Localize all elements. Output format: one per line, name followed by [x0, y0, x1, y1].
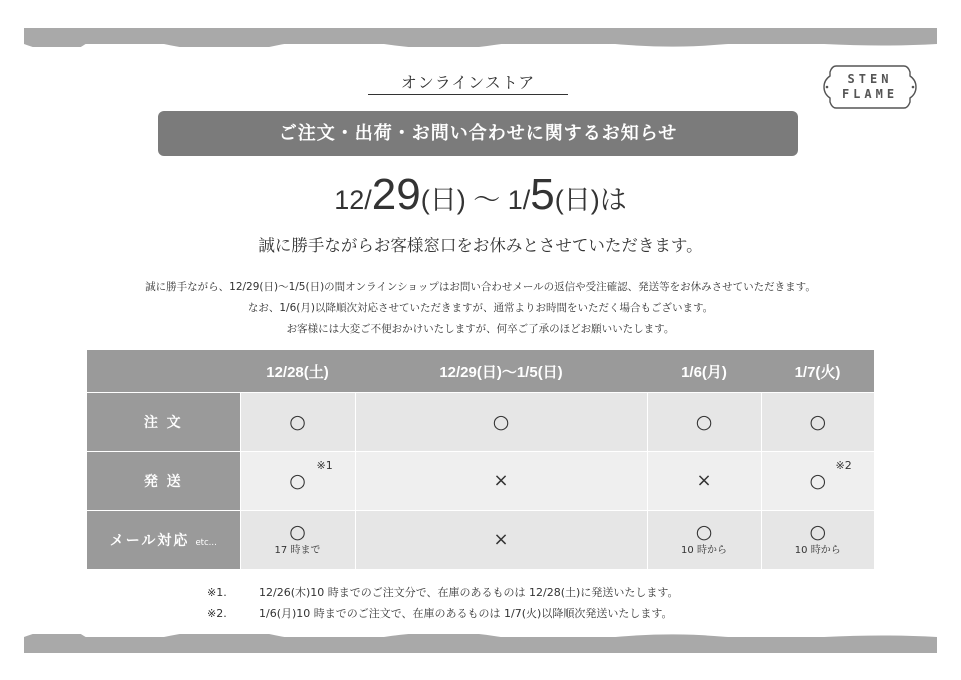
store-title-underline	[368, 94, 568, 95]
row-label-text: メール対応	[109, 532, 190, 549]
table-header-row	[87, 350, 874, 393]
logo-text-line2: FLAME	[841, 87, 899, 101]
closure-subheading: 誠に勝手ながらお客様窓口をお休みとさせていただきます。	[258, 236, 703, 255]
footnote-text: 12/26(木)10 時までのご注文分で、在庫のあるものは 12/28(土)に発送いたします。	[259, 586, 679, 599]
dates-part2: 29	[371, 170, 421, 219]
status-cell	[355, 393, 647, 452]
top-band	[24, 28, 937, 44]
status-cell	[647, 393, 761, 452]
status-mark: ○	[695, 521, 713, 544]
dates-part1: 12/	[334, 185, 372, 215]
footnote-1	[207, 584, 678, 600]
status-cell	[761, 393, 874, 452]
status-mark: ○	[809, 470, 827, 492]
footnote-2	[207, 605, 672, 621]
status-cell	[240, 452, 355, 511]
status-mark: ○	[289, 470, 306, 492]
bottom-band	[24, 637, 937, 653]
notice-line-1: 誠に勝手ながら、12/29(日)～1/5(日)の間オンラインショップはお問い合わせメールの返信や受注確認、発送等をお休みさせていただきます。	[145, 281, 816, 293]
status-note: 10 時から	[681, 545, 727, 557]
top-band-torn-edge	[24, 41, 937, 47]
status-cell	[647, 452, 761, 511]
notice-banner: ご注文・出荷・お問い合わせに関するお知らせ	[158, 111, 798, 156]
dates-part5: (日)は	[554, 185, 627, 215]
row-label	[87, 511, 240, 569]
holiday-dates-headline	[0, 170, 961, 220]
status-mark: ○	[289, 521, 306, 544]
status-cell	[240, 393, 355, 452]
notice-line-3: お客様には大変ご不便おかけいたしますが、何卒ご了承のほどお願いいたします。	[286, 323, 675, 335]
status-mark: ○	[695, 411, 713, 433]
status-mark: ○	[492, 411, 510, 433]
row-label-small: etc...	[195, 537, 217, 548]
footnote-number: ※2.	[207, 607, 227, 620]
status-cell	[761, 511, 874, 569]
table-row-shipping	[87, 452, 874, 511]
schedule-table	[87, 350, 874, 569]
footnote-text: 1/6(月)10 時までのご注文で、在庫のあるものは 1/7(火)以降順次発送いたします。	[259, 607, 673, 620]
table-header-cell: 12/28(土)	[240, 350, 355, 393]
brand-logo	[822, 64, 918, 110]
status-note: 17 時まで	[274, 545, 321, 557]
status-mark: ×	[696, 470, 712, 491]
dates-part3: (日) ～ 1/	[420, 185, 531, 215]
status-mark: ×	[493, 528, 509, 550]
dates-part4: 5	[530, 170, 555, 219]
footnote-number: ※1.	[207, 586, 227, 599]
bottom-band-torn-edge	[24, 634, 937, 640]
row-label: 注 文	[87, 393, 240, 452]
notice-line-2: なお、1/6(月)以降順次対応させていただきますが、通常よりお時間をいただく場合もございます。	[247, 302, 714, 314]
status-mark: ○	[809, 521, 827, 544]
status-cell	[240, 511, 355, 569]
table-header-cell: 1/6(月)	[647, 350, 761, 393]
table-row-order	[87, 393, 874, 452]
table-header-cell: 1/7(火)	[761, 350, 874, 393]
footnote-ref: ※2	[835, 459, 852, 472]
status-mark: ×	[493, 470, 509, 491]
table-header-blank	[87, 350, 240, 393]
logo-text-line1: STEN	[847, 72, 893, 86]
table-row-email	[87, 511, 874, 569]
status-cell	[355, 511, 647, 569]
status-note: 10 時から	[794, 545, 841, 557]
status-cell	[355, 452, 647, 511]
status-cell	[761, 452, 874, 511]
store-title: オンラインストア	[400, 73, 536, 92]
row-label: 発 送	[87, 452, 240, 511]
footnote-ref: ※1	[316, 459, 333, 472]
status-cell	[647, 511, 761, 569]
status-mark: ○	[809, 411, 827, 433]
status-mark: ○	[289, 411, 306, 433]
table-header-cell: 12/29(日)～1/5(日)	[355, 350, 647, 393]
